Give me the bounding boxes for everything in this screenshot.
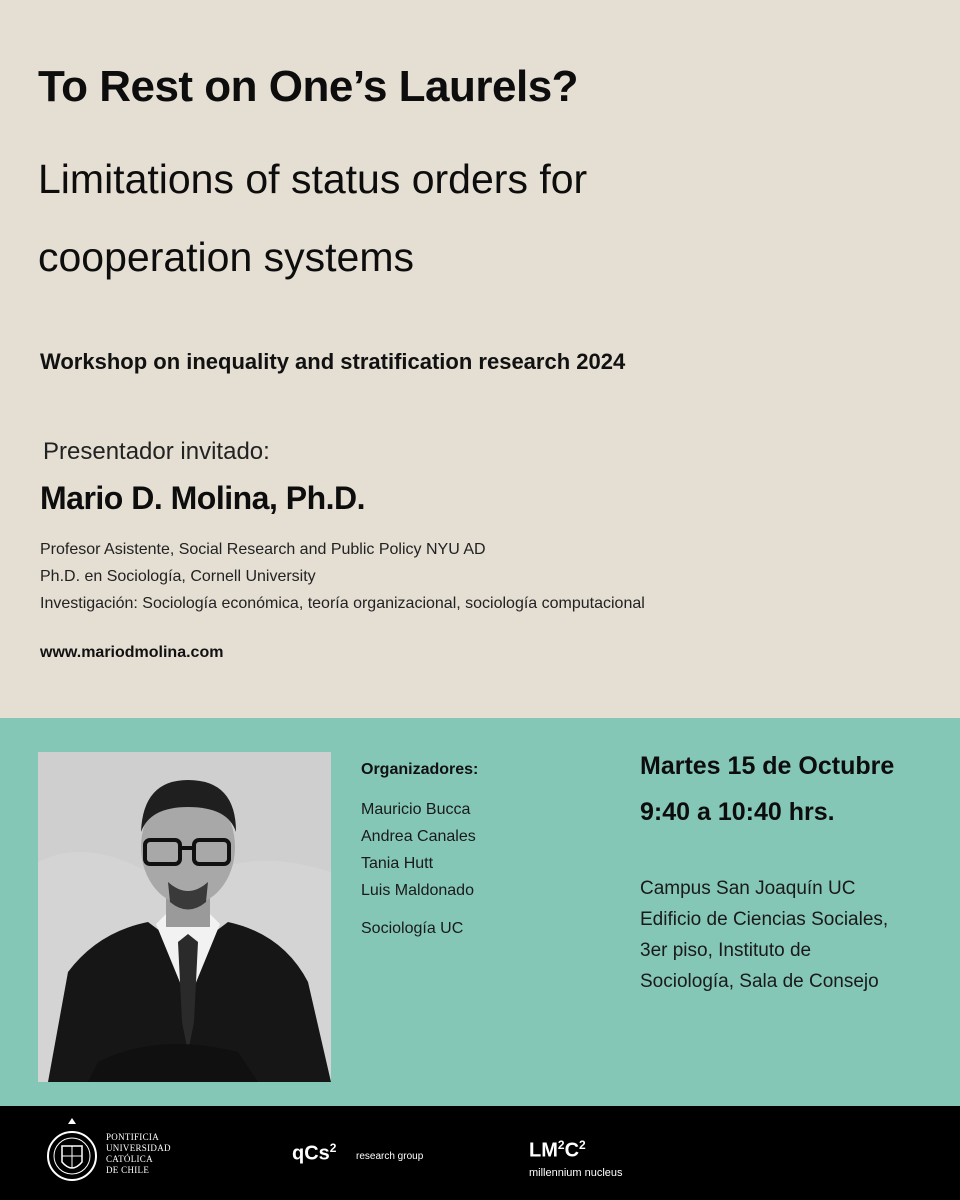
location-line: Edificio de Ciencias Sociales, xyxy=(640,909,889,930)
bio-line: Profesor Asistente, Social Research and Public Policy NYU AD xyxy=(40,541,486,558)
qcs-subtitle: research group xyxy=(356,1151,424,1162)
event-date: Martes 15 de Octubre xyxy=(640,752,895,780)
talk-subtitle: Limitations of status orders for cooperation systems xyxy=(38,156,588,280)
bio-line: Investigación: Sociología económica, teoría organizacional, sociología computacional xyxy=(40,595,645,612)
qcs-sup: 2 xyxy=(329,1141,337,1155)
footer-logos xyxy=(0,1106,960,1200)
location-line: Campus San Joaquín UC xyxy=(640,878,856,899)
location-line: Sociología, Sala de Consejo xyxy=(640,971,879,992)
workshop-name: Workshop on inequality and stratification research 2024 xyxy=(40,349,626,374)
event-location xyxy=(640,873,940,997)
bio-line: Ph.D. en Sociología, Cornell University xyxy=(40,568,316,585)
organizer-name: Tania Hutt xyxy=(361,855,434,872)
organizer-department: Sociología UC xyxy=(361,920,464,937)
qcs-name: qCs xyxy=(292,1142,330,1165)
organizers-title: Organizadores: xyxy=(361,761,479,778)
lm-name-a: LM xyxy=(529,1139,558,1162)
organizers-list xyxy=(361,796,476,904)
location-line: 3er piso, Instituto de xyxy=(640,940,812,961)
presenter-photo xyxy=(38,752,331,1082)
portrait-image xyxy=(38,752,331,1082)
website-link[interactable]: www.mariodmolina.com xyxy=(40,644,224,661)
puc-line: DE CHILE xyxy=(106,1165,150,1175)
qcs-logo xyxy=(292,1141,336,1166)
talk-title: To Rest on One’s Laurels? xyxy=(38,62,579,111)
puc-logo-text xyxy=(106,1132,171,1176)
lm-sup-b: 2 xyxy=(579,1138,586,1152)
presenter-label: Presentador invitado: xyxy=(43,438,270,465)
lm-sup-a: 2 xyxy=(557,1138,565,1152)
puc-line: PONTIFICIA xyxy=(106,1132,160,1142)
organizer-name: Luis Maldonado xyxy=(361,882,474,899)
puc-line: UNIVERSIDAD xyxy=(106,1143,171,1153)
lm-name-b: C xyxy=(564,1139,580,1162)
presenter-name: Mario D. Molina, Ph.D. xyxy=(40,480,366,516)
presenter-bio xyxy=(40,536,645,617)
event-time: 9:40 a 10:40 hrs. xyxy=(640,798,835,826)
puc-line: CATÓLICA xyxy=(106,1154,153,1164)
lm2c2-logo xyxy=(529,1138,586,1163)
organizer-name: Mauricio Bucca xyxy=(361,801,471,818)
puc-seal-icon xyxy=(46,1116,98,1188)
organizer-name: Andrea Canales xyxy=(361,828,476,845)
lm2c2-subtitle: millennium nucleus xyxy=(529,1167,623,1179)
